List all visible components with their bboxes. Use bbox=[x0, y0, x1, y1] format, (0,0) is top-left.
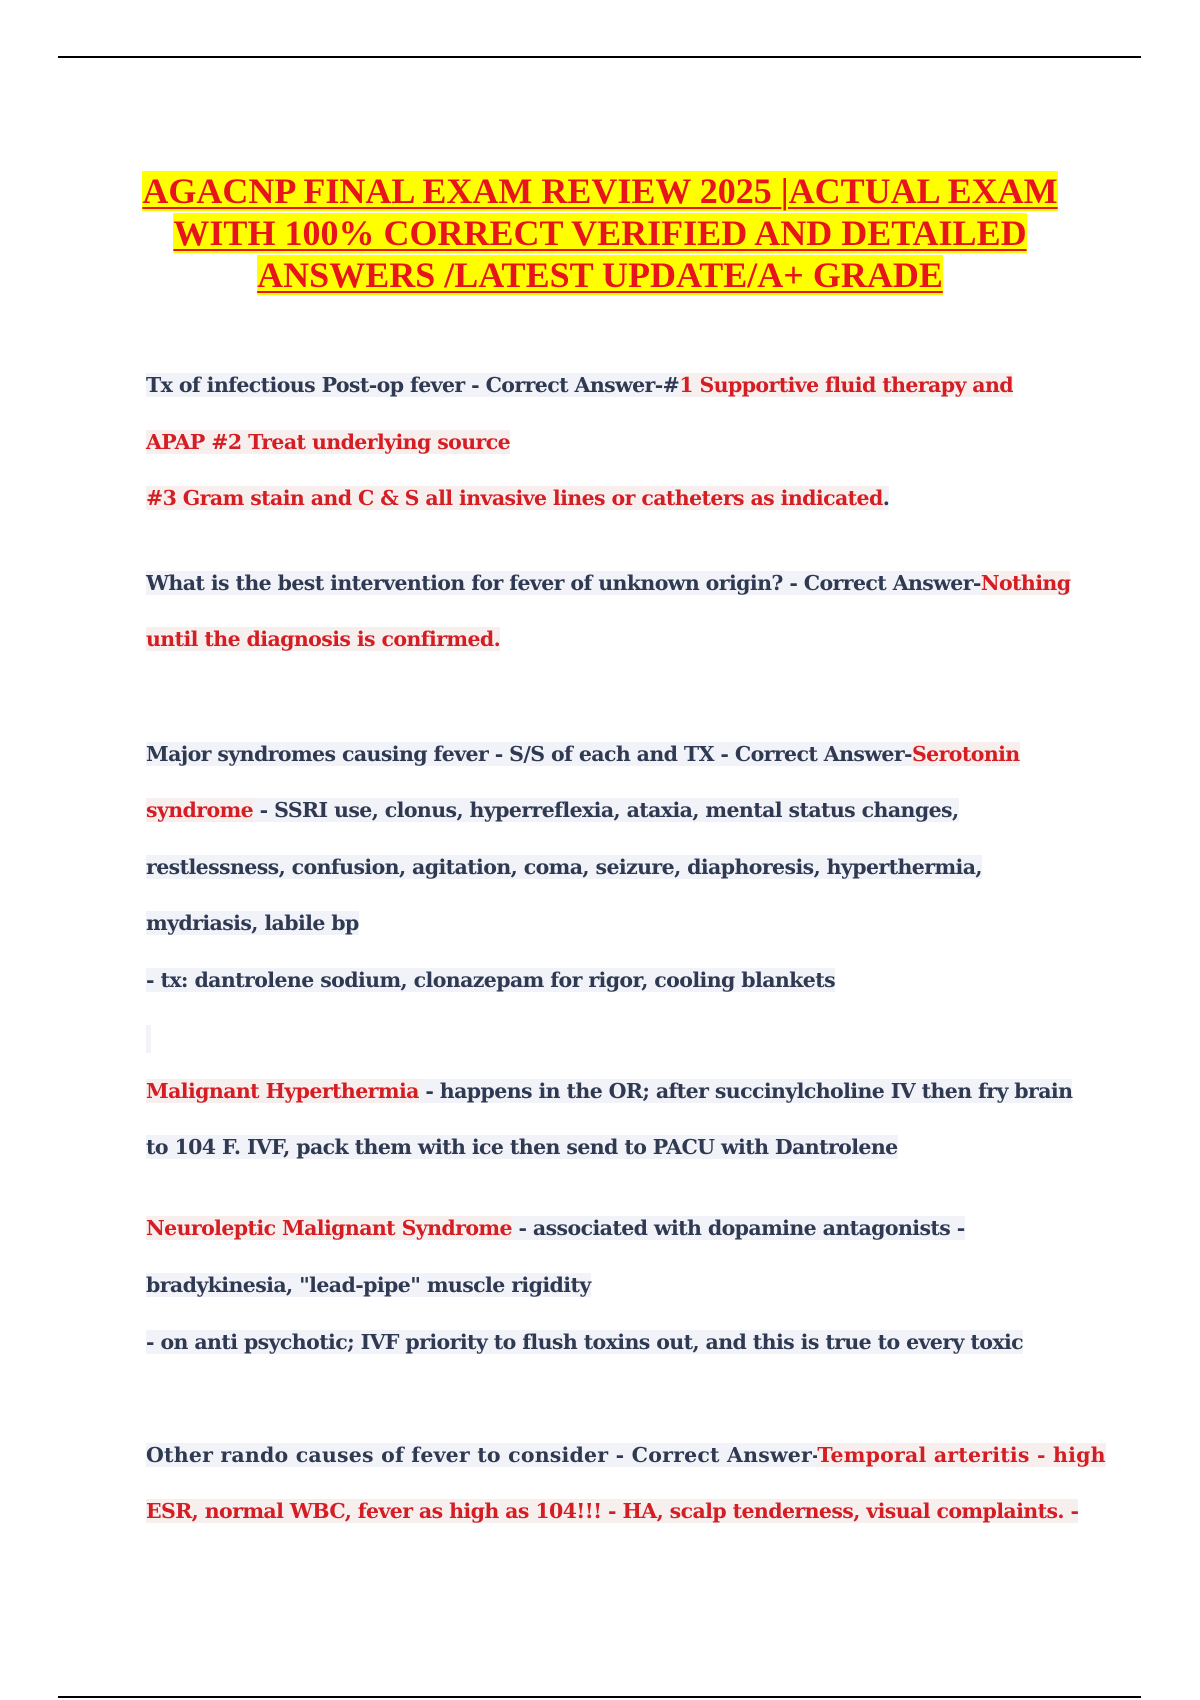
qa3-line-1 bbox=[146, 740, 1020, 768]
qa2-question: What is the best intervention for fever of unknown origin? - Correct Answer- bbox=[146, 571, 981, 595]
qa3-text-3: restlessness, confusion, agitation, coma, seizure, diaphoresis, hyperthermia, bbox=[146, 855, 982, 879]
qa2-line-1 bbox=[146, 569, 1070, 597]
qa3-text-2: - SSRI use, clonus, hyperreflexia, ataxia, mental status changes, bbox=[253, 798, 959, 822]
qa3-text-4: mydriasis, labile bp bbox=[146, 911, 359, 935]
title-line-1: AGACNP FINAL EXAM REVIEW 2025 |ACTUAL EXAM bbox=[142, 171, 1058, 211]
nms-line-3 bbox=[146, 1328, 1023, 1356]
qa2-answer-part-2: until the diagnosis is confirmed. bbox=[146, 627, 501, 651]
qa3-line-3 bbox=[146, 853, 982, 881]
qa3-line-5 bbox=[146, 966, 835, 994]
qa2-answer-part-1: Nothing bbox=[980, 571, 1071, 595]
qa1-answer-part-2: APAP #2 Treat underlying source bbox=[146, 430, 511, 454]
qa3-text-5: - tx: dantrolene sodium, clonazepam for rigor, cooling blankets bbox=[146, 968, 836, 992]
mh-term: Malignant Hyperthermia bbox=[146, 1079, 419, 1103]
qa2-line-2 bbox=[146, 625, 500, 653]
qa4-question: Other rando causes of fever to consider - Correct Answer- bbox=[146, 1443, 818, 1467]
nms-text-3: - on anti psychotic; IVF priority to flush toxins out, and this is true to every toxic bbox=[146, 1330, 1024, 1354]
qa3-line-2 bbox=[146, 796, 959, 824]
qa3-answer-part-2: syndrome bbox=[146, 798, 254, 822]
footer-rule bbox=[58, 1696, 1141, 1698]
qa1-line-1 bbox=[146, 371, 1013, 399]
nms-text-2: bradykinesia, "lead-pipe" muscle rigidity bbox=[146, 1273, 591, 1297]
qa3-answer-part-1: Serotonin bbox=[911, 742, 1020, 766]
nms-line-1 bbox=[146, 1214, 965, 1242]
qa4-answer-part-1: Temporal arteritis - high bbox=[817, 1443, 1106, 1467]
document-title bbox=[100, 170, 1100, 296]
qa1-question: Tx of infectious Post-op fever - Correct Answer-# bbox=[146, 373, 680, 397]
qa3-line-4 bbox=[146, 909, 359, 937]
mh-text-1: - happens in the OR; after succinylcholine IV then fry brain bbox=[418, 1079, 1073, 1103]
nms-text-1: - associated with dopamine antagonists - bbox=[511, 1216, 965, 1240]
qa4-line-2 bbox=[146, 1497, 1078, 1525]
qa4-answer-part-2: ESR, normal WBC, fever as high as 104!!! - HA, scalp tenderness, visual complaints. - bbox=[146, 1499, 1079, 1523]
blank-highlight bbox=[146, 1025, 151, 1053]
qa3-question: Major syndromes causing fever - S/S of each and TX - Correct Answer- bbox=[146, 742, 912, 766]
mh-text-2: to 104 F. IVF, pack them with ice then send to PACU with Dantrolene bbox=[146, 1135, 898, 1159]
mh-line-1 bbox=[146, 1077, 1072, 1105]
qa1-answer-period: . bbox=[882, 486, 890, 510]
nms-line-2 bbox=[146, 1271, 591, 1299]
title-line-2: WITH 100% CORRECT VERIFIED AND DETAILED bbox=[173, 213, 1027, 253]
nms-term: Neuroleptic Malignant Syndrome bbox=[146, 1216, 512, 1240]
qa1-answer-part-1: 1 Supportive fluid therapy and bbox=[679, 373, 1014, 397]
header-rule bbox=[58, 56, 1141, 58]
title-line-3: ANSWERS /LATEST UPDATE/A+ GRADE bbox=[257, 255, 943, 295]
mh-line-2 bbox=[146, 1133, 898, 1161]
qa4-line-1 bbox=[146, 1441, 1106, 1469]
qa1-line-3 bbox=[146, 484, 889, 512]
qa1-answer-part-3: #3 Gram stain and C & S all invasive lines or catheters as indicated bbox=[146, 486, 883, 510]
qa1-line-2 bbox=[146, 428, 510, 456]
